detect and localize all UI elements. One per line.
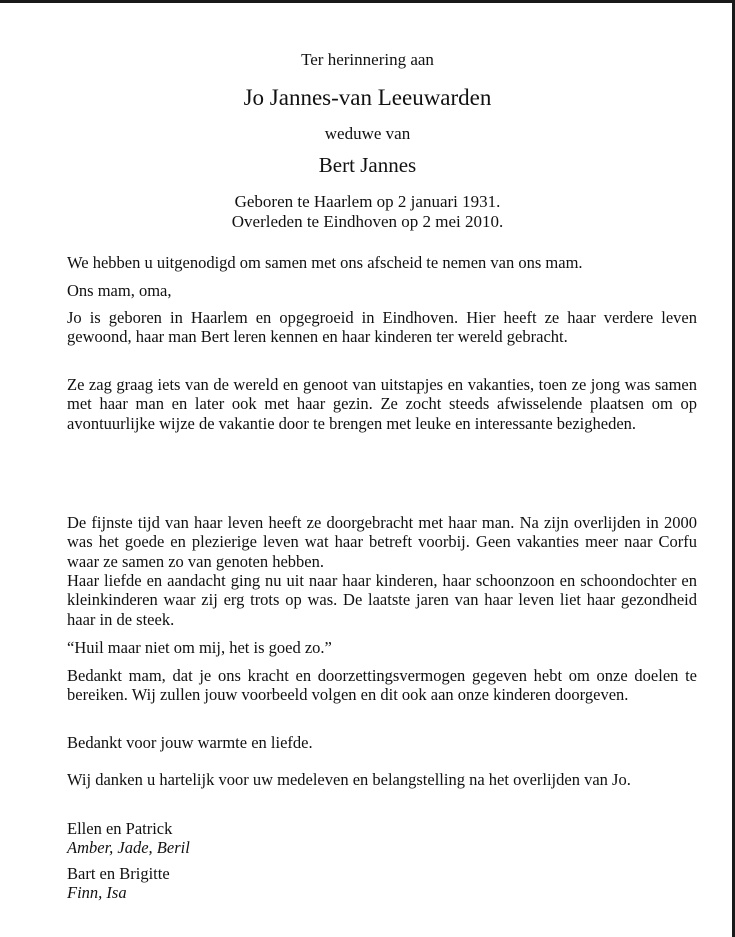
birth-line: Geboren te Haarlem op 2 januari 1931. [234, 192, 501, 211]
signature-children: Finn, Isa [67, 883, 127, 903]
paragraph-husband: De fijnste tijd van haar leven heeft ze doorgebracht met haar man. Na zijn overlijden in 2000 was het goede en plezierige leven wat haar betreft voorbij. Geen vakanties meer naar Corfu waar ze samen zo van genoten hebben. [67, 513, 697, 571]
signature-names: Ellen en Patrick [67, 819, 173, 838]
intro-line: Ter herinnering aan [301, 50, 434, 69]
life-dates [0, 192, 735, 232]
paragraph-travels: Ze zag graag iets van de wereld en genoot van uitstapjes en vakanties, toen ze jong was samen met haar man en later ook met haar gezin. Ze zocht steeds afwisselende plaatsen om op avontuurlijke wijze de vakantie door te brengen met leuke en interessante bezigheden. [67, 375, 697, 433]
deceased-name: Jo Jannes-van Leeuwarden [243, 85, 492, 110]
signature-family-1 [67, 819, 190, 858]
signature-children: Amber, Jade, Beril [67, 838, 190, 858]
paragraph-children: Haar liefde en aandacht ging nu uit naar haar kinderen, haar schoonzoon en schoondochter en kleinkinderen waar zij erg trots op was. De laatste jaren van haar leven liet haar gezondheid haar in de steek. [67, 571, 697, 629]
signature-names: Bart en Brigitte [67, 864, 170, 883]
scan-border-top [0, 0, 735, 3]
paragraph-gratitude: Wij danken u hartelijk voor uw medeleven en belangstelling na het overlijden van Jo. [67, 770, 631, 789]
widow-of-line: weduwe van [324, 124, 411, 143]
paragraph-invitation: We hebben u uitgenodigd om samen met ons afscheid te nemen van ons mam. [67, 253, 583, 272]
death-line: Overleden te Eindhoven op 2 mei 2010. [231, 212, 504, 231]
paragraph-thanks-mam: Bedankt mam, dat je ons kracht en doorzettingsvermogen gegeven hebt om onze doelen te bereiken. Wij zullen jouw voorbeeld volgen en dit ook aan onze kinderen doorgeven. [67, 666, 697, 705]
paragraph-warmth: Bedankt voor jouw warmte en liefde. [67, 733, 313, 752]
paragraph-salutation: Ons mam, oma, [67, 281, 172, 300]
quote: “Huil maar niet om mij, het is goed zo.” [67, 638, 332, 657]
husband-name: Bert Jannes [318, 153, 417, 177]
paragraph-birthplace: Jo is geboren in Haarlem en opgegroeid in Eindhoven. Hier heeft ze haar verdere leven gewoond, haar man Bert leren kennen en haar kinderen ter wereld gebracht. [67, 308, 697, 347]
signature-family-2 [67, 864, 170, 903]
